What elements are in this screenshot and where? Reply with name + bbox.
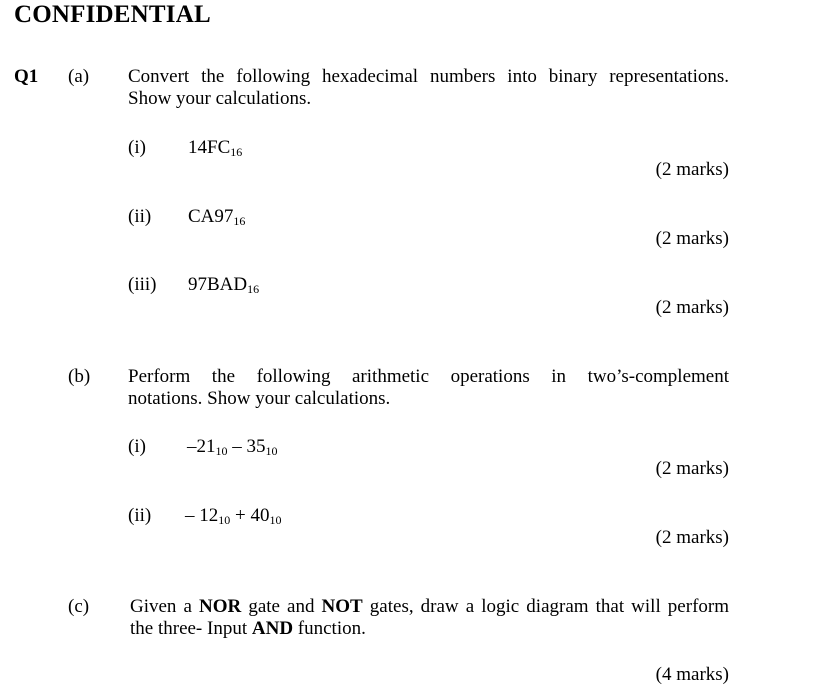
part-a-text [128,66,729,110]
operand-1: –21 [187,436,216,457]
part-a-item-iii-label: (iii) [128,274,157,295]
operator-operand-2: + 40 [230,505,270,526]
part-b-item-i-expression [187,436,278,458]
part-c-line-2 [130,618,729,640]
base-subscript: 16 [233,214,246,228]
operator-operand-2: – 35 [227,436,266,457]
part-b-label: (b) [68,366,91,387]
part-a-item-ii-label: (ii) [128,206,152,227]
hex-value: 97BAD [188,274,248,295]
and-keyword: AND [251,617,294,639]
base-subscript-1: 10 [218,513,231,527]
hex-value: 14FC [188,137,231,158]
nor-keyword: NOR [199,596,242,617]
part-b-item-i-marks: (2 marks) [655,458,729,479]
part-a-item-ii-value [188,206,245,228]
part-a-item-i-marks: (2 marks) [655,159,729,180]
not-keyword: NOT [321,596,363,617]
text-fragment: function. [293,617,366,639]
part-b-text [128,366,729,410]
part-a-label: (a) [68,66,90,87]
text-fragment: gates, draw a logic diagram that will perform [362,596,729,617]
base-subscript: 16 [247,282,260,296]
part-b-item-ii-marks: (2 marks) [655,527,729,548]
part-b-line-2: notations. Show your calculations. [128,387,391,409]
part-b-item-ii-label: (ii) [128,505,152,526]
base-subscript-2: 10 [269,513,282,527]
part-b-item-i-label: (i) [128,436,146,457]
hex-value: CA97 [188,206,234,227]
part-c-line-1 [130,596,729,618]
part-a-item-iii-value [188,274,259,296]
part-a-line-1: Convert the following hexadecimal numbers into binary representations. [128,66,729,87]
part-a-item-i-label: (i) [128,137,146,158]
part-a-item-ii-marks: (2 marks) [655,228,729,249]
operand-1: – 12 [185,505,219,526]
question-number: Q1 [14,66,39,87]
base-subscript: 16 [230,145,243,159]
part-c-text [130,596,729,640]
part-a-item-iii-marks: (2 marks) [655,297,729,318]
part-a-item-i-value [188,137,242,159]
text-fragment: the three- Input [130,617,252,639]
text-fragment: gate and [241,596,322,617]
part-a-line-2: Show your calculations. [128,87,312,109]
confidential-header: CONFIDENTIAL [14,1,211,28]
part-c-marks: (4 marks) [655,664,729,685]
part-b-line-1: Perform the following arithmetic operations in two’s-complement [128,366,729,387]
text-fragment: Given a [130,596,200,617]
part-c-label: (c) [68,596,90,617]
base-subscript-2: 10 [265,444,278,458]
part-b-item-ii-expression [185,505,281,527]
base-subscript-1: 10 [215,444,228,458]
